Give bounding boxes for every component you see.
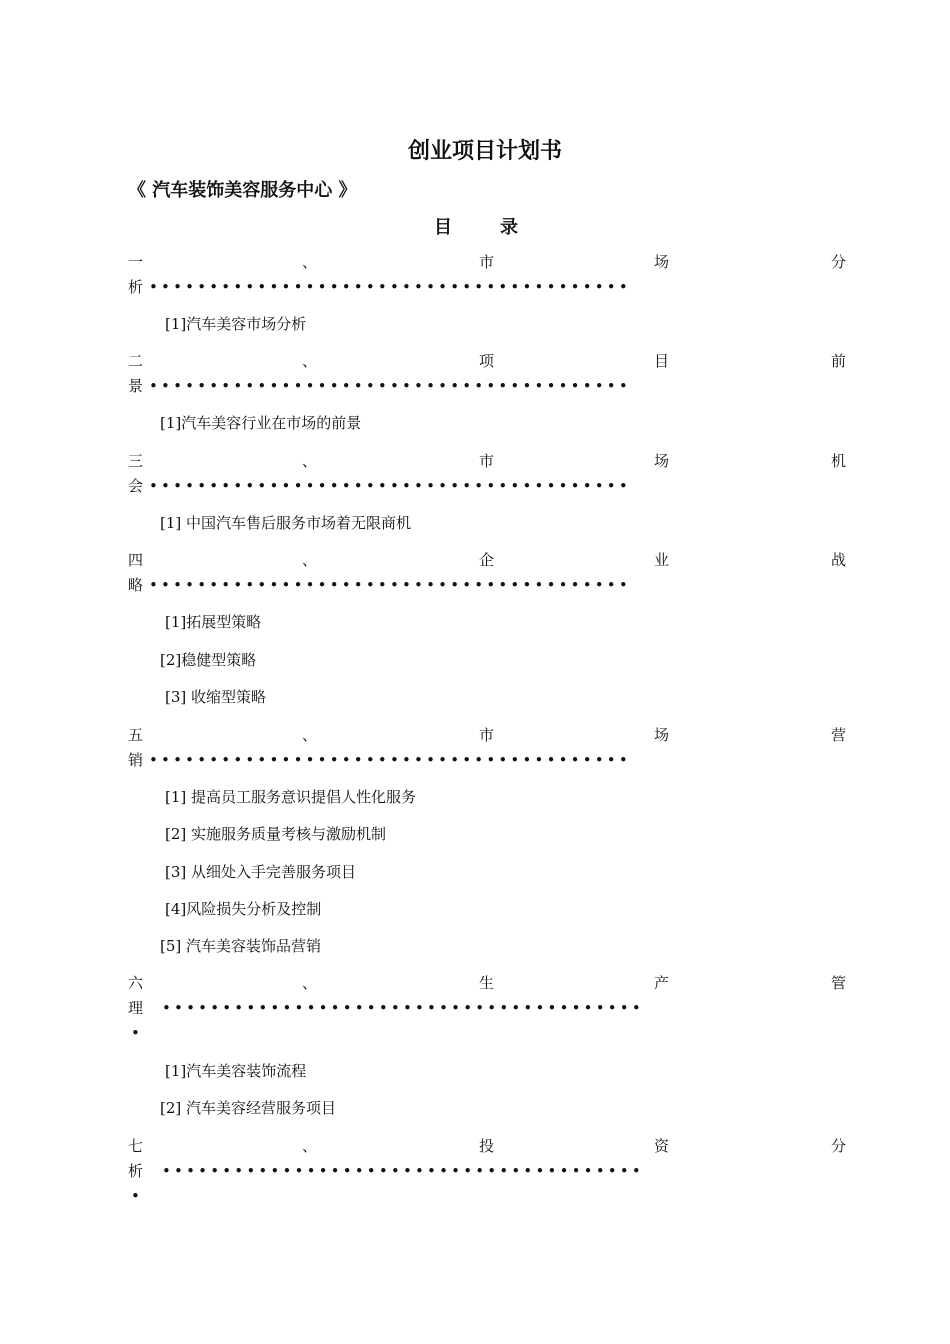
toc-chapter-title-char: 分 [831, 253, 847, 271]
toc-subsection-item[interactable]: [1]汽车美容装饰流程 [165, 1062, 307, 1080]
toc-chapter-title-char: 前 [831, 352, 847, 370]
toc-chapter-title-char: 市 [479, 253, 495, 271]
toc-subsection-item[interactable]: [1] 提高员工服务意识提倡人性化服务 [165, 788, 417, 806]
toc-leader-dots: •••••••••••••••••••••••••••••••••••••••• [149, 377, 631, 395]
toc-chapter-title-tail: 略 [128, 576, 144, 594]
toc-chapter-title-char: 、 [302, 452, 318, 470]
toc-chapter-title-char: 、 [302, 253, 318, 271]
toc-chapter-title-char: 管 [831, 974, 847, 992]
toc-subsection-item[interactable]: [3] 从细处入手完善服务项目 [165, 863, 357, 881]
toc-chapter-1[interactable] [128, 252, 847, 296]
toc-chapter-title-char: 、 [302, 551, 318, 569]
toc-chapter-title-char: 、 [302, 974, 318, 992]
toc-chapter-title-char: 七 [128, 1137, 144, 1155]
toc-leader-dots: •••••••••••••••••••••••••••••••••••••••• [149, 576, 631, 594]
toc-chapter-title-char: 四 [128, 551, 144, 569]
toc-chapter-title-char: 生 [479, 974, 495, 992]
toc-leader-dot-wrap: • [131, 1024, 140, 1042]
toc-subsection-item[interactable]: [2] 汽车美容经营服务项目 [160, 1099, 337, 1117]
toc-leader-dots: •••••••••••••••••••••••••••••••••••••••• [162, 1162, 644, 1180]
toc-chapter-title-char: 目 [654, 352, 670, 370]
toc-chapter-title-char: 市 [479, 726, 495, 744]
toc-chapter-title-tail: 销 [128, 751, 144, 769]
toc-leader-dots: •••••••••••••••••••••••••••••••••••••••• [149, 477, 631, 495]
toc-chapter-title-char: 五 [128, 726, 144, 744]
toc-chapter-title-char: 机 [831, 452, 847, 470]
toc-chapter-2[interactable] [128, 351, 847, 395]
toc-leader-dot-wrap: • [131, 1187, 140, 1205]
toc-chapter-title-char: 场 [654, 726, 670, 744]
toc-subsection-item[interactable]: [4]风险损失分析及控制 [165, 900, 322, 918]
toc-chapter-title-char: 项 [479, 352, 495, 370]
toc-chapter-title-char: 分 [831, 1137, 847, 1155]
toc-chapter-title-tail: 景 [128, 377, 144, 395]
toc-chapter-title-char: 战 [831, 551, 847, 569]
toc-chapter-title-tail: 析 [128, 278, 144, 296]
toc-chapter-title-char: 产 [654, 974, 670, 992]
toc-subsection-item[interactable]: [1]拓展型策略 [165, 613, 262, 631]
toc-chapter-title-char: 一 [128, 253, 144, 271]
toc-chapter-title-char: 、 [302, 1137, 318, 1155]
toc-chapter-6[interactable] [128, 973, 847, 1042]
toc-chapter-title-char: 三 [128, 452, 144, 470]
toc-chapter-title-char: 投 [479, 1137, 495, 1155]
toc-subsection-item[interactable]: [1]汽车美容市场分析 [165, 315, 307, 333]
document-title: 创业项目计划书 [407, 139, 562, 164]
toc-chapter-title-tail: 析 [128, 1162, 144, 1180]
toc-leader-dots: •••••••••••••••••••••••••••••••••••••••• [149, 751, 631, 769]
toc-subsection-item[interactable]: [2] 实施服务质量考核与激励机制 [165, 825, 387, 843]
toc-chapter-title-tail: 会 [128, 477, 144, 495]
toc-chapter-title-char: 市 [479, 452, 495, 470]
toc-subsection-item[interactable]: [3] 收缩型策略 [165, 688, 267, 706]
toc-subsection-item[interactable]: [1]汽车美容行业在市场的前景 [160, 414, 362, 432]
toc-subsection-item[interactable]: [1] 中国汽车售后服务市场着无限商机 [160, 514, 412, 532]
toc-chapter-title-char: 、 [302, 352, 318, 370]
toc-chapter-title-char: 场 [654, 452, 670, 470]
toc-chapter-title-char: 二 [128, 352, 144, 370]
toc-leader-dots: •••••••••••••••••••••••••••••••••••••••• [149, 278, 631, 296]
toc-chapter-4[interactable] [128, 550, 847, 594]
toc-chapter-7[interactable] [128, 1136, 847, 1205]
toc-chapter-title-tail: 理 [128, 999, 144, 1017]
toc-chapter-title-char: 六 [128, 974, 144, 992]
toc-chapter-title-char: 、 [302, 726, 318, 744]
toc-heading: 目 录 [434, 217, 520, 238]
toc-chapter-title-char: 场 [654, 253, 670, 271]
toc-chapter-title-char: 营 [831, 726, 847, 744]
document-subtitle: 《 汽车装饰美容服务中心 》 [128, 180, 357, 201]
toc-chapter-5[interactable] [128, 725, 847, 769]
toc-subsection-item[interactable]: [5] 汽车美容装饰品营销 [160, 937, 322, 955]
toc-subsection-item[interactable]: [2]稳健型策略 [160, 651, 257, 669]
toc-chapter-title-char: 企 [479, 551, 495, 569]
toc-leader-dots: •••••••••••••••••••••••••••••••••••••••• [162, 999, 644, 1017]
toc-chapter-title-char: 资 [654, 1137, 670, 1155]
toc-chapter-title-char: 业 [654, 551, 670, 569]
toc-chapter-3[interactable] [128, 451, 847, 495]
